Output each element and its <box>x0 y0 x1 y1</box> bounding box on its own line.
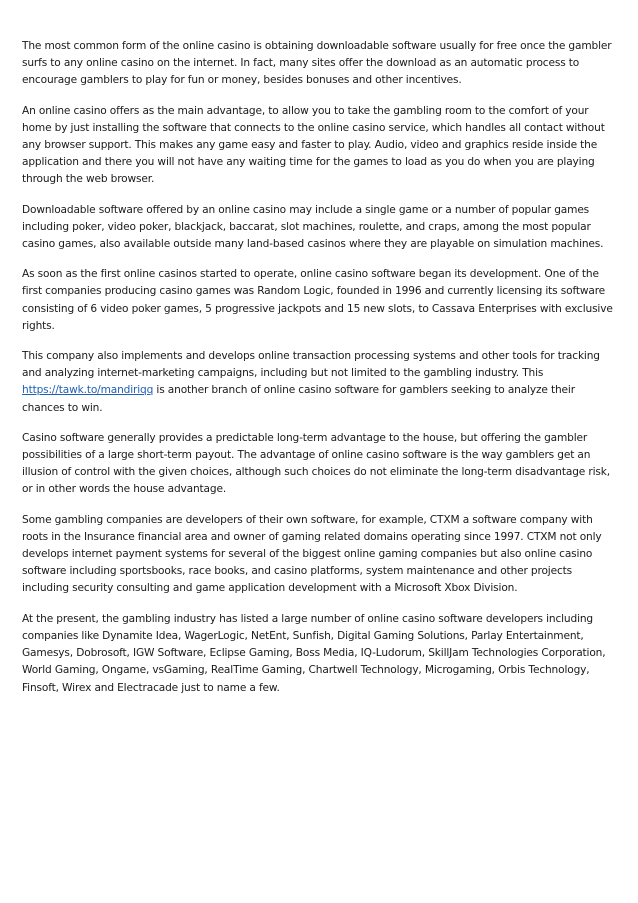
paragraph-transaction-systems <box>22 348 616 417</box>
tawk-link[interactable]: https://tawk.to/mandiriqq <box>22 384 154 397</box>
paragraph-main-advantage: An online casino offers as the main advantage, to allow you to take the gambling room to the comfort of your home by just installing the software that connects to the online casino service, which handles all contact without any browser support. This makes any game easy and faster to play. Audio, video and graphics reside inside the application and there you will not have any waiting time for the games to load as you do when you are playing through the web browser. <box>22 104 605 186</box>
paragraph-text-after-link: is another branch of online casino software for gamblers seeking to analyze their chances to win. <box>22 384 575 414</box>
paragraph-ctxm: Some gambling companies are developers of their own software, for example, CTXM a software company with roots in the Insurance financial area and owner of gaming related domains operating since 1997. CTXM not only develops internet payment systems for several of the biggest online gaming companies but also online casino software including sportsbooks, race books, and casino platforms, system maintenance and other projects including security consulting and game application development with a Microsoft Xbox Division. <box>22 513 602 595</box>
paragraph-random-logic: As soon as the first online casinos started to operate, online casino software began its development. One of the first companies producing casino games was Random Logic, founded in 1996 and currently licensing its software consisting of 6 video poker games, 5 progressive jackpots and 15 new slots, to Cassava Enterprises with exclusive rights. <box>22 268 613 332</box>
paragraph-house-advantage: Casino software generally provides a predictable long-term advantage to the house, but offering the gambler possibilities of a large short-term payout. The advantage of online casino software is the way gamblers get an illusion of control with the given choices, although such choices do not eliminate the long-term disadvantage risk, or in other words the house advantage. <box>22 431 610 496</box>
paragraph-game-types: Downloadable software offered by an online casino may include a single game or a number of popular games including poker, video poker, blackjack, baccarat, slot machines, roulette, and craps, among the most popular casino games, also available outside many land-based casinos where they are playable on simulation machines. <box>22 203 604 251</box>
paragraph-downloadable-software: The most common form of the online casino is obtaining downloadable software usually for free once the gambler surfs to any online casino on the internet. In fact, many sites offer the download as an automatic process to encourage gamblers to play for fun or money, besides bonuses and other incentives. <box>22 40 612 87</box>
paragraph-text-before-link: This company also implements and develops online transaction processing systems and other tools for tracking and analyzing internet-marketing campaigns, including but not limited to the gambling industry. This <box>22 350 600 380</box>
paragraph-developers-list: At the present, the gambling industry has listed a large number of online casino software developers including companies like Dynamite Idea, WagerLogic, NetEnt, Sunfish, Digital Gaming Solutions, Parlay Entertainment, Gamesys, Dobrosoft, IGW Software, Eclipse Gaming, Boss Media, IQ-Ludorum, SkillJam Technologies Corporation, World Gaming, Ongame, vsGaming, RealTime Gaming, Chartwell Technology, Microgaming, Orbis Technology, Finsoft, Wirex and Electracade just to name a few. <box>22 612 606 694</box>
document-body <box>22 38 616 710</box>
